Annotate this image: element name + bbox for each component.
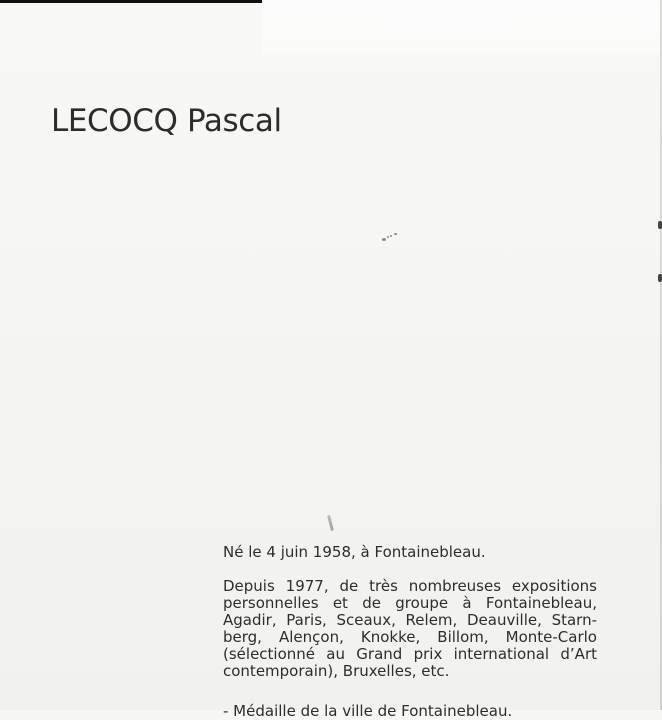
scan-speck [394,233,397,235]
scan-scratch [327,515,334,531]
scan-speck [382,238,386,241]
exhibitions-line: Depuis 1977, de très nombreuses expositions [223,577,597,595]
scan-speck [390,235,392,237]
exhibitions-line: berg, Alençon, Knokke, Billom, Monte-Carlo [223,628,597,646]
distinction-item: - Médaille de la ville de Fontainebleau. [223,702,513,720]
scan-light-area [262,0,662,54]
biography-text [223,544,597,720]
exhibitions-line: personnelles et de groupe à Fontainebleau, [223,594,597,612]
exhibitions-paragraph [223,578,597,680]
edge-mark [658,221,662,229]
paragraph-spacer [223,680,597,696]
birth-paragraph: Né le 4 juin 1958, à Fontainebleau. [223,543,486,561]
top-rule [0,0,262,3]
page-title: LECOCQ Pascal [51,103,282,139]
exhibitions-line: Agadir, Paris, Sceaux, Relem, Deauville, Starn- [223,611,597,629]
exhibitions-line: (sélectionné au Grand prix international d’Art [223,645,597,663]
scan-speck [387,236,389,238]
exhibitions-line: contemporain), Bruxelles, etc. [223,662,450,680]
edge-mark [658,274,662,282]
